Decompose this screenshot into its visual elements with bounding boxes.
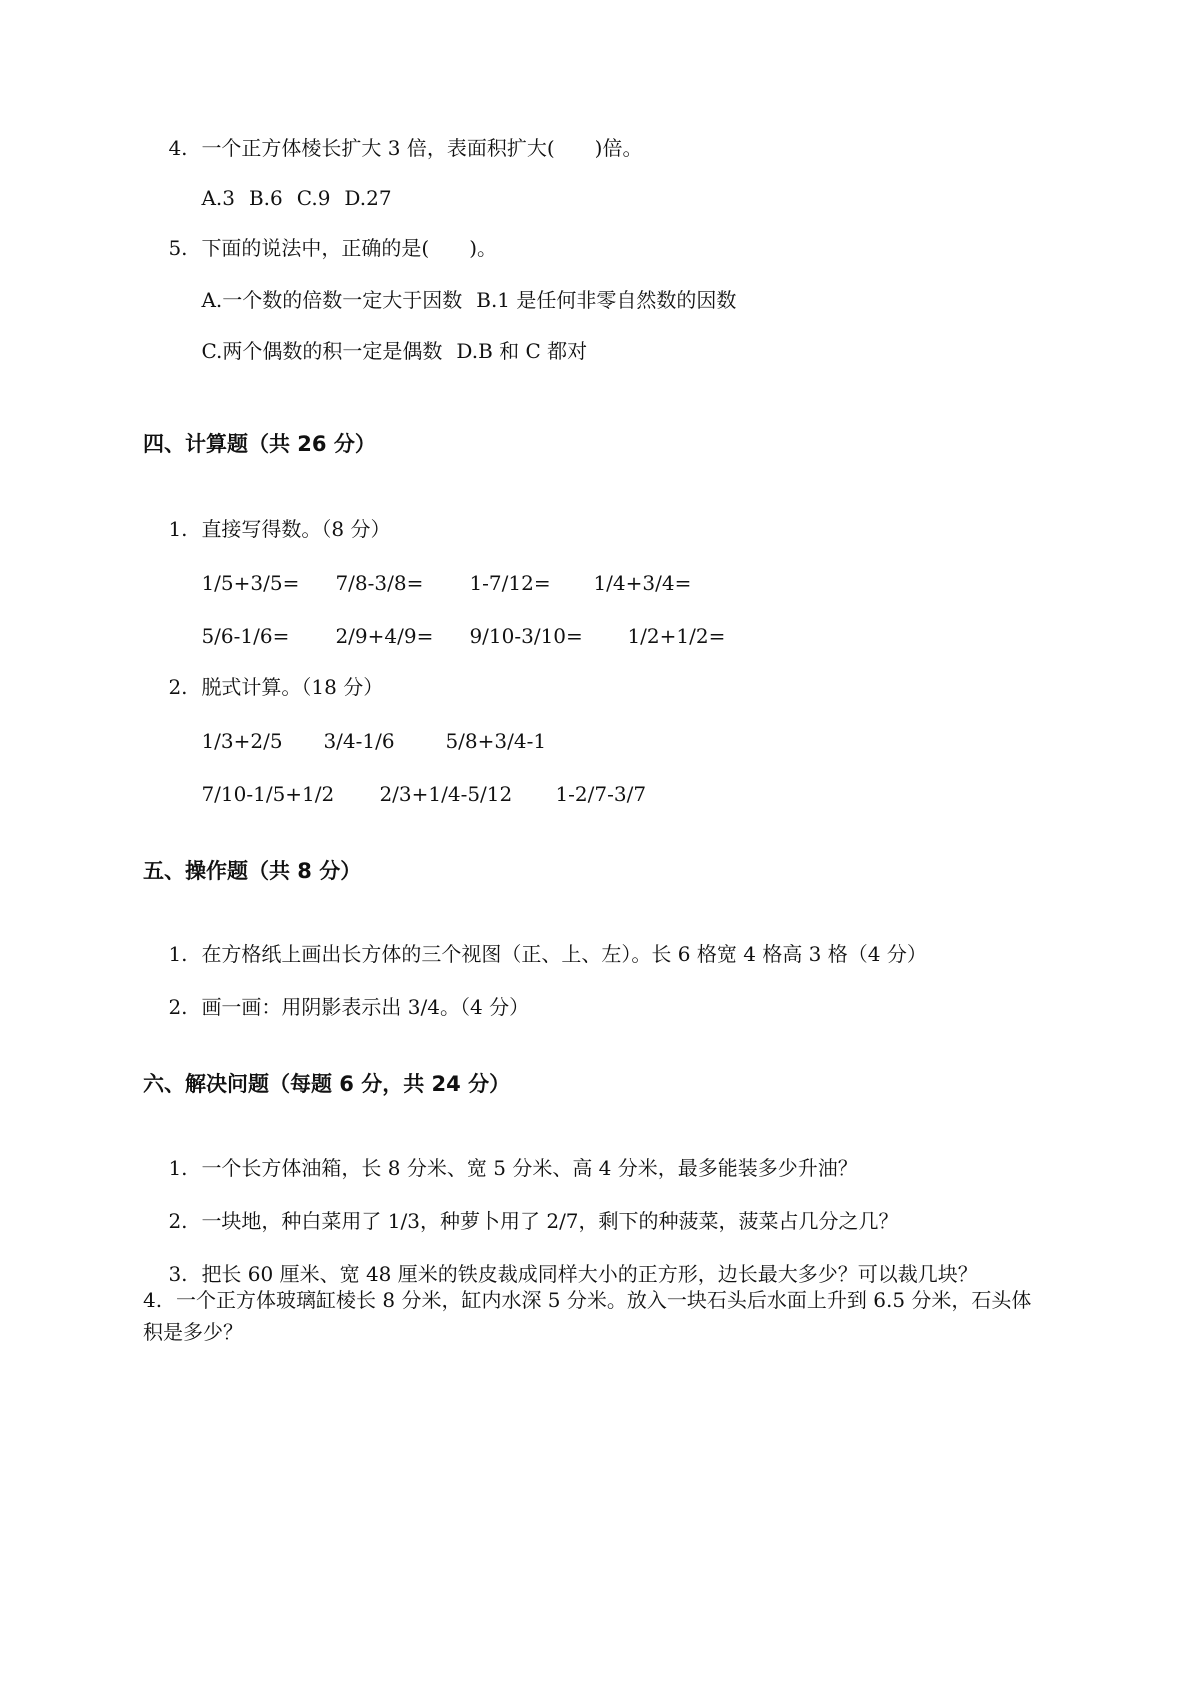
option-b: B.6	[248, 186, 283, 210]
question-text: 一个长方体油箱，长 8 分米、宽 5 分米、高 4 分米，最多能装多少升油？	[201, 1156, 858, 1180]
option-c: C.9	[296, 186, 331, 210]
question-number: 4.	[143, 1288, 163, 1312]
expression: 1/4+3/4=	[593, 571, 692, 595]
expression: 7/8-3/8=	[335, 571, 424, 595]
question-text: 在方格纸上画出长方体的三个视图（正、上、左）。长 6 格宽 4 格高 3 格（4 分）	[201, 942, 927, 966]
question-text: 一个正方体玻璃缸棱长 8 分米，缸内水深 5 分米。放入一块石头后水面上升到 6.5 分米，石头体积是多少？	[143, 1288, 1032, 1344]
expression: 1/2+1/2=	[627, 624, 726, 648]
question-number: 2.	[168, 675, 188, 699]
question-5-2	[143, 965, 529, 1049]
option-a: A.3	[201, 186, 235, 210]
option-b: B.1 是任何非零自然数的因数	[476, 288, 737, 312]
question-number: 3.	[168, 1262, 188, 1286]
option-a: A.一个数的倍数一定大于因数	[201, 288, 463, 312]
expression: 1/5+3/5=	[201, 571, 300, 595]
question-6-4	[143, 1284, 1043, 1348]
expression: 9/10-3/10=	[469, 624, 583, 648]
question-text: 把长 60 厘米、宽 48 厘米的铁皮裁成同样大小的正方形，边长最大多少？可以裁几块？	[201, 1262, 978, 1286]
question-number: 1.	[168, 517, 188, 541]
expression: 7/10-1/5+1/2	[201, 782, 335, 806]
question-number: 5.	[168, 236, 188, 260]
question-number: 1.	[168, 1156, 188, 1180]
option-c: C.两个偶数的积一定是偶数	[201, 339, 443, 363]
expression: 2/9+4/9=	[335, 624, 434, 648]
question-text: 一块地，种白菜用了 1/3，种萝卜用了 2/7，剩下的种菠菜，菠菜占几分之几？	[201, 1209, 899, 1233]
question-number: 4.	[168, 136, 188, 160]
question-number: 2.	[168, 995, 188, 1019]
question-number: 2.	[168, 1209, 188, 1233]
expression: 1/3+2/5	[201, 729, 283, 753]
option-d: D.B 和 C 都对	[456, 339, 588, 363]
question-text: 脱式计算。（18 分）	[201, 675, 384, 699]
expression: 1-2/7-3/7	[555, 782, 647, 806]
question-3-5-options-row2	[176, 309, 601, 393]
question-text: 画一画：用阴影表示出 3/4。（4 分）	[201, 995, 530, 1019]
expression: 3/4-1/6	[323, 729, 395, 753]
expression: 2/3+1/4-5/12	[379, 782, 513, 806]
option-d: D.27	[344, 186, 392, 210]
section-4-heading: 四、计算题（共 26 分）	[143, 432, 376, 456]
question-text: 直接写得数。（8 分）	[201, 517, 391, 541]
section-6-heading: 六、解决问题（每题 6 分，共 24 分）	[143, 1072, 511, 1096]
expression: 1-7/12=	[469, 571, 551, 595]
question-number: 1.	[168, 942, 188, 966]
question-text: 一个正方体棱长扩大 3 倍，表面积扩大( )倍。	[201, 136, 643, 160]
question-text: 下面的说法中，正确的是( )。	[201, 236, 498, 260]
section-5-heading: 五、操作题（共 8 分）	[143, 859, 362, 883]
step-calc-row-2	[176, 752, 646, 836]
expression: 5/6-1/6=	[201, 624, 290, 648]
expression: 5/8+3/4-1	[445, 729, 547, 753]
